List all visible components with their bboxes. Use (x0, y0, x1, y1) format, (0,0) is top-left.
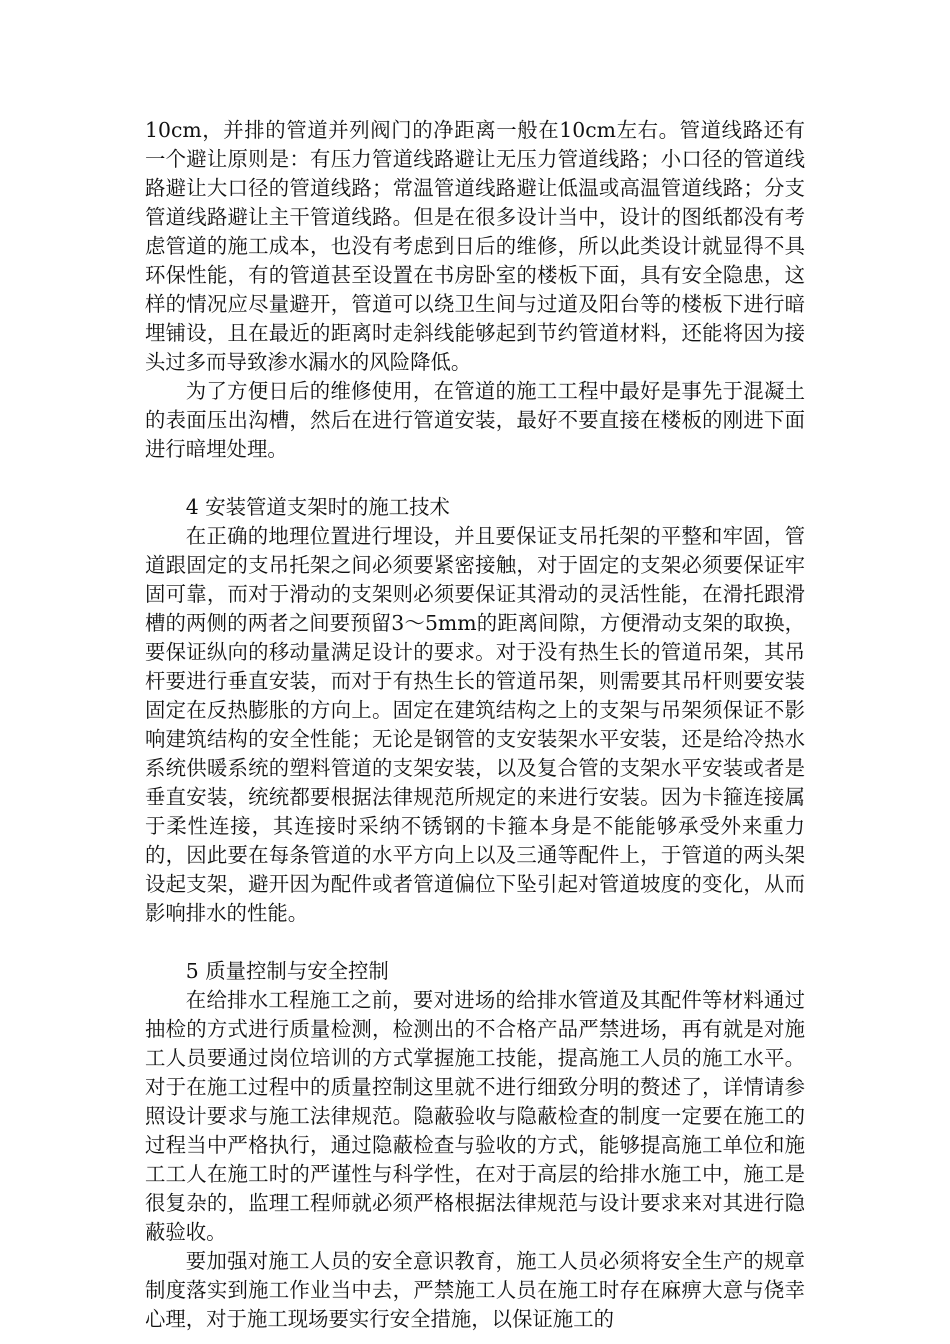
body-paragraph-5: 要加强对施工人员的安全意识教育，施工人员必须将安全生产的规章制度落实到施工作业当中去，严禁施工人员在施工时存在麻痹大意与侥幸心理，对于施工现场要实行安全措施，以保证施工的 (145, 1249, 805, 1331)
body-paragraph-3: 在正确的地理位置进行埋设，并且要保证支吊托架的平整和牢固，管道跟固定的支吊托架之间必须要紧密接触，对于固定的支架必须要保证牢固可靠，而对于滑动的支架则必须要保证其滑动的灵活性能，在滑托跟滑槽的两侧的两者之间要预留3～5mm的距离间隙，方便滑动支架的取换，要保证纵向的移动量满足设计的要求。对于没有热生长的管道吊架，其吊杆要进行垂直安装，而对于有热生长的管道吊架，则需要其吊杆则要安装固定在反热膨胀的方向上。固定在建筑结构之上的支架与吊架须保证不影响建筑结构的安全性能；无论是钢管的支安装架水平安装，还是给冷热水系统供暖系统的塑料管道的支架安装，以及复合管的支架水平安装或者是垂直安装，统统都要根据法律规范所规定的来进行安装。因为卡箍连接属于柔性连接，其连接时采纳不锈钢的卡箍本身是不能能够承受外来重力的，因此要在每条管道的水平方向上以及三通等配件上，于管道的两头架设起支架，避开因为配件或者管道偏位下坠引起对管道坡度的变化，从而影响排水的性能。 (145, 524, 805, 925)
body-paragraph-1: 10cm，并排的管道并列阀门的净距离一般在10cm左右。管道线路还有一个避让原则是：有压力管道线路避让无压力管道线路；小口径的管道线路避让大口径的管道线路；常温管道线路避让低温或高温管道线路；分支管道线路避让主干管道线路。但是在很多设计当中，设计的图纸都没有考虑管道的施工成本，也没有考虑到日后的维修，所以此类设计就显得不具环保性能，有的管道甚至设置在书房卧室的楼板下面，具有安全隐患，这样的情况应尽量避开，管道可以绕卫生间与过道及阳台等的楼板下进行暗埋铺设，且在最近的距离时走斜线能够起到节约管道材料，还能将因为接头过多而导致渗水漏水的风险降低。 (145, 118, 805, 374)
body-paragraph-2: 为了方便日后的维修使用，在管道的施工工程中最好是事先于混凝土的表面压出沟槽，然后在进行管道安装，最好不要直接在楼板的刚进下面进行暗埋处理。 (145, 379, 805, 461)
section-heading-4: 4 安装管道支架时的施工技术 (185, 495, 450, 519)
paragraph-spacer (145, 464, 805, 493)
body-paragraph-4: 在给排水工程施工之前，要对进场的给排水管道及其配件等材料通过抽检的方式进行质量检测，检测出的不合格产品严禁进场，再有就是对施工人员要通过岗位培训的方式掌握施工技能，提高施工人员的施工水平。对于在施工过程中的质量控制这里就不进行细致分明的赘述了，详情请参照设计要求与施工法律规范。隐蔽验收与隐蔽检查的制度一定要在施工的过程当中严格执行，通过隐蔽检查与验收的方式，能够提高施工单位和施工工人在施工时的严谨性与科学性，在对于高层的给排水施工中，施工是很复杂的，监理工程师就必须严格根据法律规范与设计要求来对其进行隐蔽验收。 (145, 988, 805, 1244)
section-heading-5: 5 质量控制与安全控制 (185, 959, 389, 983)
paragraph-spacer (145, 928, 805, 957)
document-page (145, 116, 805, 1334)
